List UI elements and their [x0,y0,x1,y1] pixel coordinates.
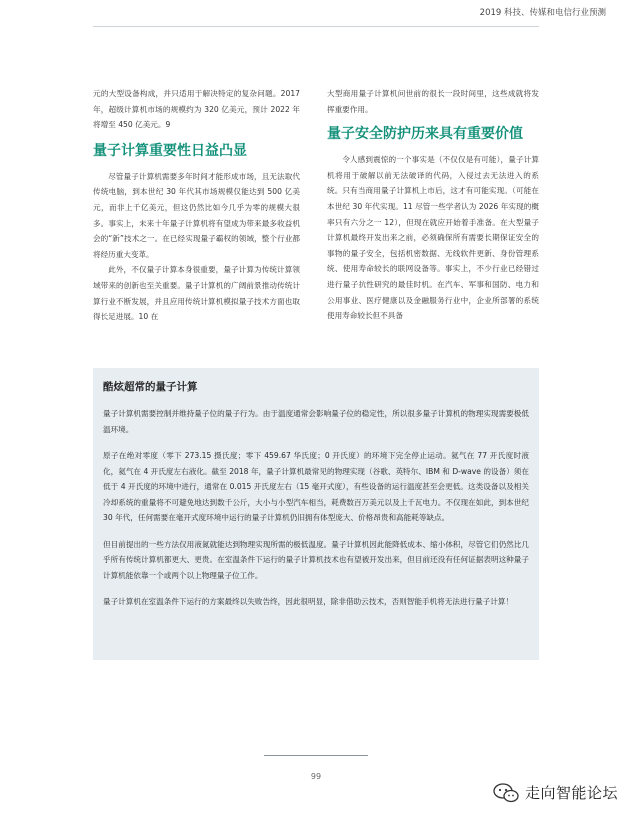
wechat-icon [493,783,519,803]
right-paragraph-2: 令人感到震惊的一个事实是（不仅仅是有可能），量子计算机将用于破解以前无法破译的代码，入侵过去无法进入的系统。只有当商用量子计算机上市后，这才有可能实现。（可能在本世纪 30 年代实现。11 尽管一些学者认为 2026 年实现的概率只有六分之一 12），但现在就应开始着手准备。在大型量子计算机最终开发出来之前，必须确保所有需要长期保证安全的事物的量子安全，包括机密数据、无线软件更新、身份管理系统、使用寿命较长的联网设备等。事实上，不少行业已经错过进行量子抗性研究的最佳时机。在汽车、军事和国防、电力和公用事业、医疗健康以及金融服务行业中，企业所部署的系统使用寿命较长但不具备 [327,155,539,321]
callout-paragraph-1: 量子计算机需要控制并维持量子位的量子行为。由于温度通常会影响量子位的稳定性，所以很多量子计算机的物理实现需要极低温环境。 [103,409,529,434]
running-header: 2019 科技、传媒和电信行业预测 [479,8,606,18]
section-heading-quantum-security: 量子安全防护历来具有重要价值 [327,126,523,143]
left-paragraph-2: 尽管量子计算机需要多年时间才能形成市场，且无法取代传统电脑，到本世纪 30 年代其市场规模仅能达到 500 亿美元，而非上千亿美元，但这仍然比如今几乎为零的规模大很多。事实上，未来十年量子计算机将有望成为带来最多收益机会的“新”技术之一。在已经实现量子霸权的领域，整个行业都将经历重大变革。 [93,171,300,259]
callout-paragraph-4: 量子计算机在室温条件下运行的方案最终以失败告终，因此很明显，除非借助云技术，否则智能手机将无法进行量子计算！ [103,597,514,606]
footer-divider [264,755,368,756]
callout-paragraph-2: 原子在绝对零度（零下 273.15 摄氏度；零下 459.67 华氏度；0 开氏度）的环境下完全停止运动。氦气在 77 开氏度时液化，氦气在 4 开氏度左右液化。截至 2018 年，量子计算机最常见的物理实现（谷歌、英特尔、IBM 和 D-wave 的设备）须在低于 4 开氏度的环境中进行，通常在 0.015 开氏度左右（15 毫开式度），有些设备的运行温度甚至会更低。这类设备以及相关冷却系统的重量将不可避免地达到数千公斤，大小与小型汽车相当，耗费数百万美元以及上千瓦电力。不仅现在如此，到本世纪 30 年代，任何需要在毫开式度环境中运行的量子计算机仍旧拥有体型庞大、价格昂贵和高能耗等缺点。 [103,451,529,522]
left-paragraph-1: 元的大型设备构成，并只适用于解决特定的复杂问题。2017 年，超级计算机市场的规模约为 320 亿美元，预计 2022 年将增至 450 亿美元。9 [93,89,300,130]
callout-title: 酷炫超常的量子计算 [103,381,198,393]
callout-paragraph-3: 但目前提出的一些方法仅用液氮就能达到物理实现所需的极低温度。量子计算机因此能降低成本、缩小体积，尽管它们仍然比几乎所有传统计算机都更大、更贵。在室温条件下运行的量子计算机技术也有望被开发出来，但目前还没有任何证据表明这种量子计算机能依靠一个或两个以上物理量子位工作。 [103,539,529,580]
left-column [93,86,300,325]
section-heading-quantum-importance: 量子计算重要性日益凸显 [93,142,247,159]
right-column [327,86,539,324]
page-number: 99 [310,772,322,781]
watermark-text: 走向智能论坛 [524,784,618,802]
left-paragraph-3: 此外，不仅量子计算本身很重要，量子计算为传统计算领域带来的创新也至关重要。量子计算机的广阔前景推动传统计算行业不断发展，并且应用传统计算机模拟量子技术方面也取得长足进展。10 在 [93,265,300,322]
watermark [493,782,618,803]
sidebar-callout-box [93,368,539,660]
header-divider [93,26,539,27]
right-paragraph-1: 大型商用量子计算机问世前的很长一段时间里，这些成就将发挥重要作用。 [327,89,539,114]
